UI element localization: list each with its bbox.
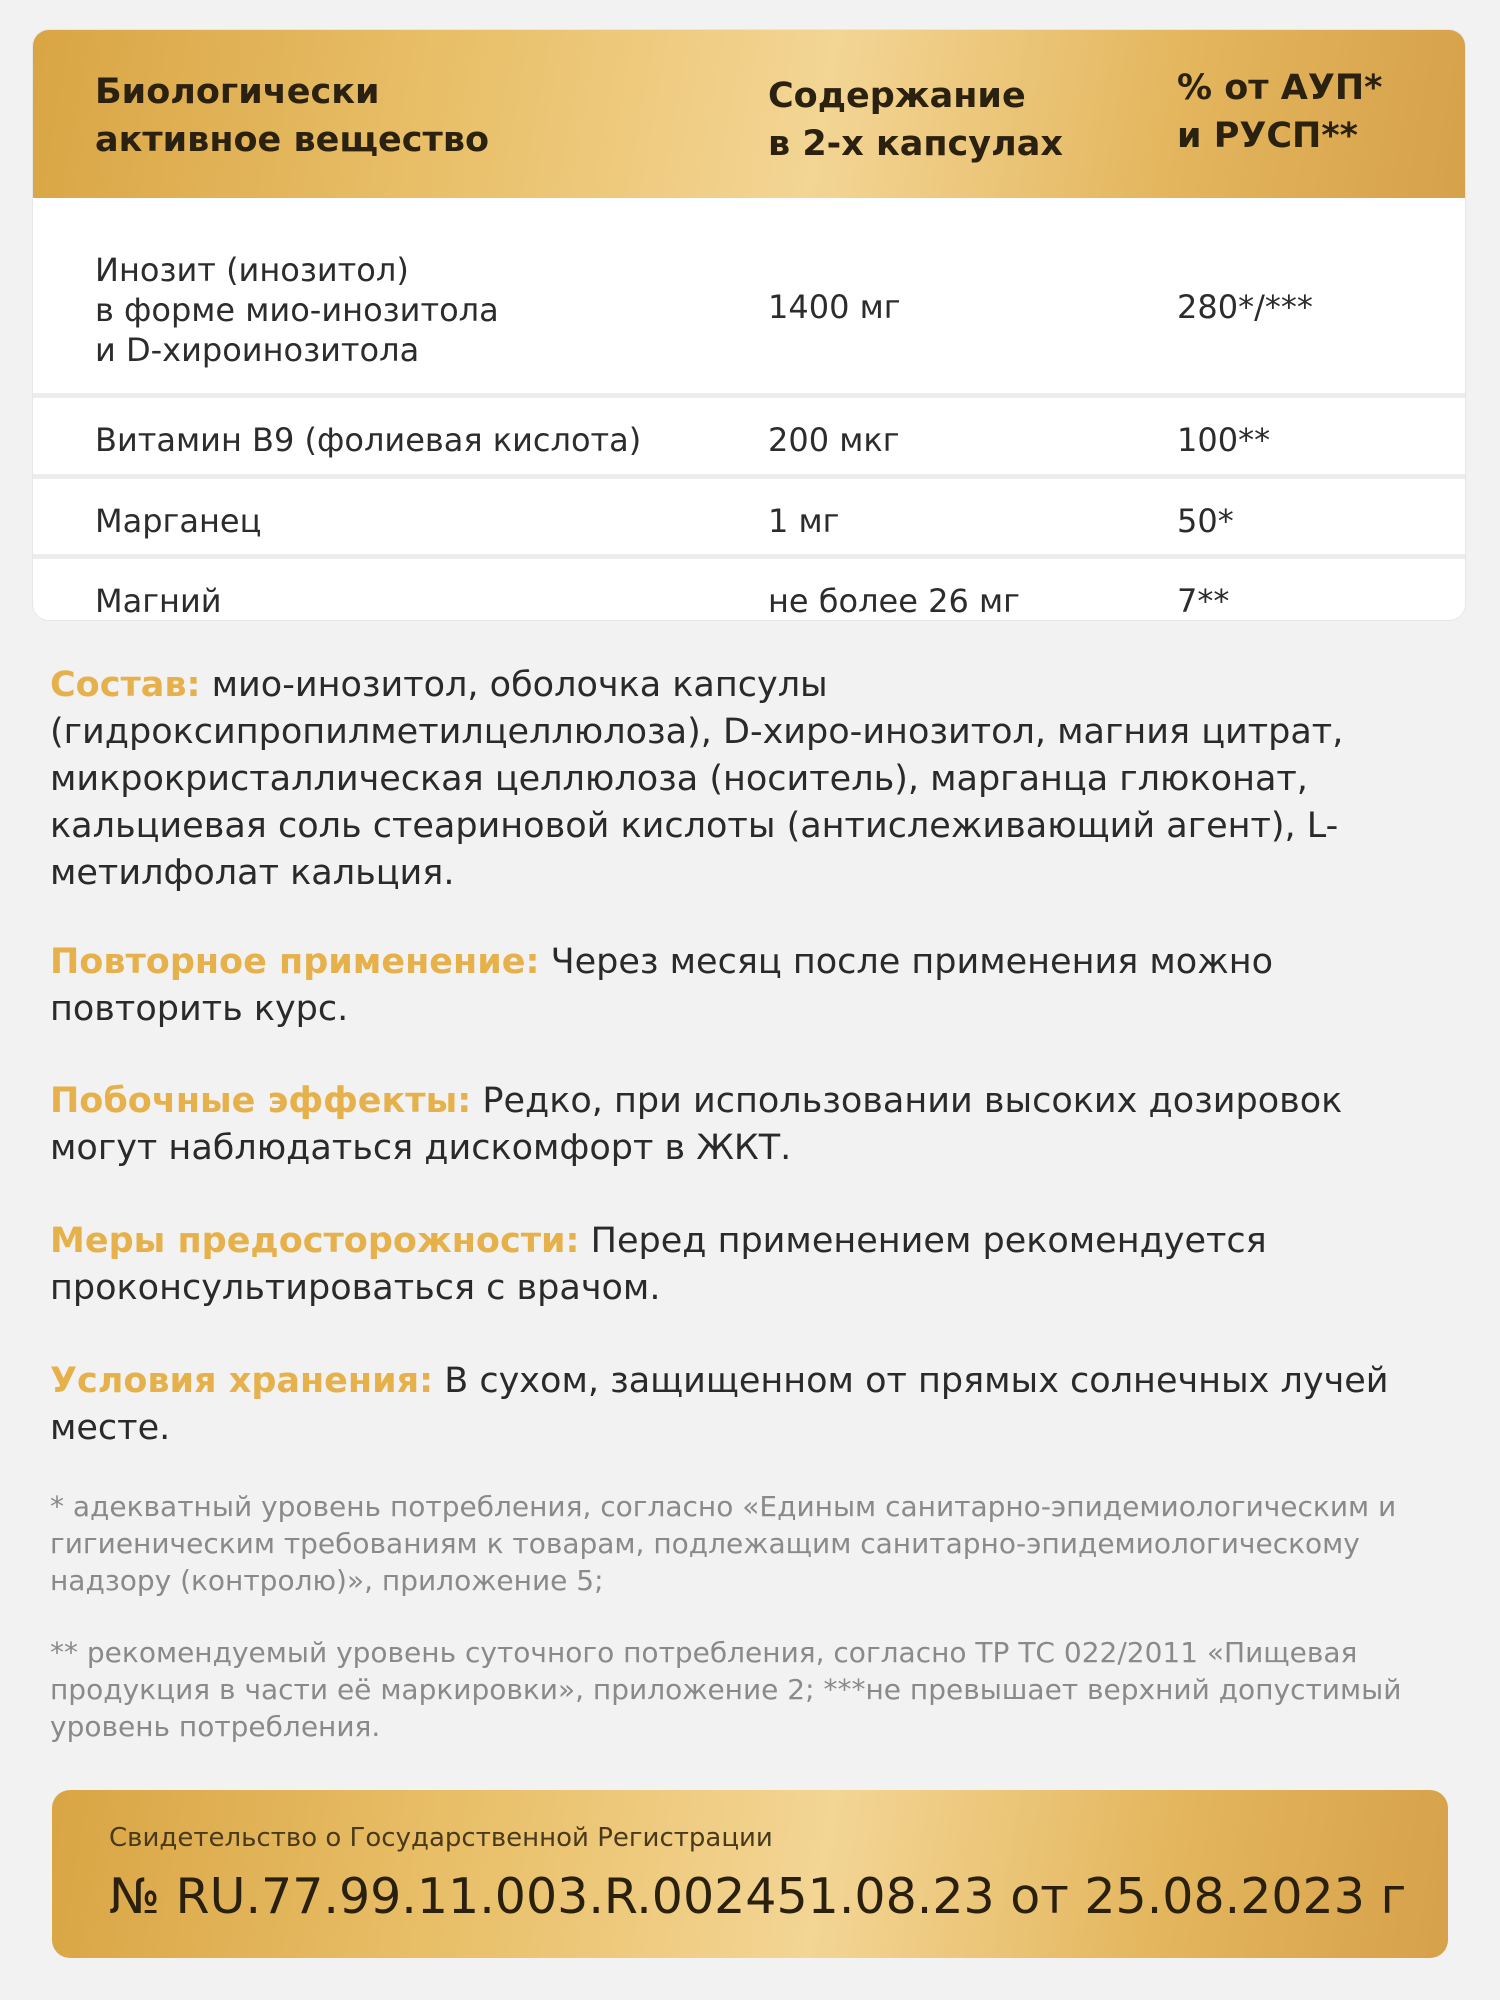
row-percent: 280*/*** xyxy=(1177,288,1313,326)
header-substance: Биологически активное вещество xyxy=(95,72,490,160)
registration-number: № RU.77.99.11.003.R.002451.08.23 от 25.08.2023 г xyxy=(109,1868,1407,1925)
row-content: не более 26 мг xyxy=(768,582,1020,620)
storage-paragraph xyxy=(50,1358,1460,1452)
row-substance: Инозит (инозитол) в форме мио-инозитола и D-хироинозитола xyxy=(95,251,499,369)
header-content: Содержание в 2-х капсулах xyxy=(768,76,1063,164)
row-substance: Витамин B9 (фолиевая кислота) xyxy=(95,421,642,459)
precautions-paragraph xyxy=(50,1218,1460,1312)
row-percent: 7** xyxy=(1177,582,1230,620)
row-percent: 100** xyxy=(1177,421,1271,459)
repeat-label: Повторное применение: xyxy=(50,942,540,982)
precautions-label: Меры предосторожности: xyxy=(50,1221,580,1261)
composition-paragraph xyxy=(50,662,1460,897)
row-content: 200 мкг xyxy=(768,421,900,459)
registration-banner xyxy=(52,1790,1448,1958)
table-header xyxy=(33,30,1465,198)
composition-table xyxy=(33,30,1465,620)
header-percent: % от АУП* и РУСП** xyxy=(1177,68,1383,156)
table-row xyxy=(33,479,1465,554)
composition-text: мио-инозитол, оболочка капсулы (гидроксипропилметилцеллюлоза), D-хиро-инозитол, магния цитрат, микрокристаллическая целлюлоза (носитель), марганца глюконат, кальциевая соль стеариновой кислоты (антислеживающий агент), L-метилфолат кальция. xyxy=(50,665,1344,893)
side-effects-label: Побочные эффекты: xyxy=(50,1081,472,1121)
storage-label: Условия хранения: xyxy=(50,1361,434,1401)
table-row xyxy=(33,198,1465,393)
repeat-text: Через месяц после применения можно повторить курс. xyxy=(50,942,1274,1029)
row-content: 1 мг xyxy=(768,502,840,540)
table-row xyxy=(33,559,1465,620)
row-percent: 50* xyxy=(1177,502,1234,540)
registration-caption: Свидетельство о Государственной Регистрации xyxy=(109,1823,773,1853)
side-effects-text: Редко, при использовании высоких дозировок могут наблюдаться дискомфорт в ЖКТ. xyxy=(50,1081,1343,1168)
table-row xyxy=(33,398,1465,474)
row-content: 1400 мг xyxy=(768,288,901,326)
footnote-1: * адекватный уровень потребления, согласно «Единым санитарно-эпидемиологическим и гигиеническим требованиям к товарам, подлежащим санитарно-эпидемиологическому надзору (контролю)», приложение 5; xyxy=(50,1490,1397,1597)
footnote-2: ** рекомендуемый уровень суточного потребления, согласно ТР ТС 022/2011 «Пищевая продукция в части её маркировки», приложение 2; ***не превышает верхний допустимый уровень потребления. xyxy=(50,1636,1402,1743)
row-substance: Магний xyxy=(95,582,222,620)
composition-label: Состав: xyxy=(50,665,201,705)
row-substance: Марганец xyxy=(95,502,262,540)
storage-text: В сухом, защищенном от прямых солнечных лучей месте. xyxy=(50,1361,1389,1448)
repeat-paragraph xyxy=(50,939,1460,1033)
side-effects-paragraph xyxy=(50,1078,1460,1172)
precautions-text: Перед применением рекомендуется проконсультироваться с врачом. xyxy=(50,1221,1267,1308)
